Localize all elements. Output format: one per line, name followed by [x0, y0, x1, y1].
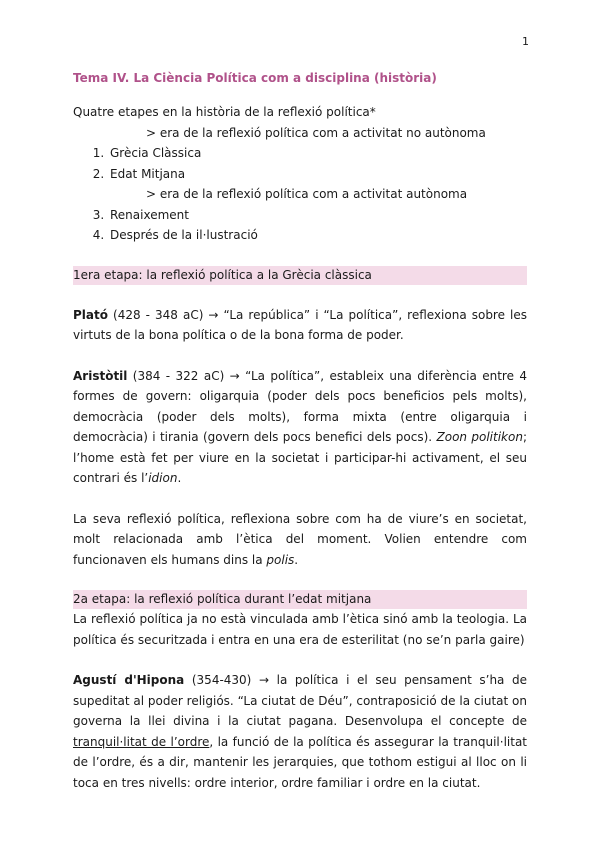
intro-sub-autonomous: > era de la reflexió política com a activitat autònoma: [146, 187, 468, 201]
plato-name: Plató: [73, 307, 108, 322]
document-title: Tema IV. La Ciència Política com a disciplina (història): [73, 71, 437, 85]
stages-list-a: [73, 143, 527, 184]
paragraph-plato: [73, 305, 527, 346]
aristotil-name: Aristòtil: [73, 368, 128, 383]
idion: idion: [148, 471, 178, 485]
tranquillitat-ordre: tranquil·litat de l’ordre: [73, 734, 210, 749]
page-number: 1: [522, 35, 529, 48]
paragraph-aristotil: [73, 366, 527, 489]
agusti-text: , la funció de la política és assegurar la tranquil·litat de l’ordre, és a dir, mantenir les jerarquies, que tothom estigui al lloc on li toca en tres nivells: ordre interior, ordre familiar i ordre en la ciutat.: [73, 734, 527, 790]
summary-end: .: [294, 552, 299, 567]
section-heading-1: 1era etapa: la reflexió política a la Grècia clàssica: [73, 266, 527, 285]
aristotil-text: ; l’home està fet per viure en la societat i participar-hi activament, el seu contrari és l’: [73, 430, 528, 485]
list-item: 2. Edat Mitjana: [108, 164, 527, 185]
document-body: [73, 66, 527, 793]
paragraph-agusti: [73, 670, 527, 793]
aristotil-text: .: [177, 471, 182, 485]
agusti-name: Agustí d'Hipona: [73, 673, 185, 687]
intro-lead: Quatre etapes en la història de la reflexió política*: [73, 105, 376, 119]
list-item: 4. Després de la il·lustració: [108, 225, 527, 246]
plato-text: (428 - 348 aC) → “La república” i “La política”, reflexiona sobre les virtuts de la bona política o de la bona forma de poder.: [73, 307, 527, 342]
agusti-text: (354-430) → la política i el seu pensament s’ha de supeditat al poder religiós. “La ciutat de Déu”, contraposició de la ciutat on governa la llei divina i la ciutat pagana. Desenvolupa el concepte de: [73, 673, 527, 728]
intro-sub-nonautonomous: > era de la reflexió política com a activitat no autònoma: [146, 125, 486, 140]
list-item: 3. Renaixement: [108, 205, 527, 226]
zoon-politikon: Zoon politikon: [436, 430, 523, 444]
summary-text: La seva reflexió política, reflexiona sobre com ha de viure’s en societat, molt relacionada amb l’ètica del moment. Volien entendre com funcionaven els humans dins la: [73, 511, 527, 567]
polis: polis: [266, 552, 295, 567]
paragraph-summary: [73, 509, 527, 571]
paragraph-medieval-intro: La reflexió política ja no està vinculada amb l’ètica sinó amb la teologia. La política és securitzada i entra en una era de esterilitat (no se’n parla gaire): [73, 612, 527, 647]
stages-list-b: [73, 205, 527, 246]
aristotil-text: (384 - 322 aC) → “La política”, estableix una diferència entre 4 formes de govern: oligarquia (poder dels pocs beneficios pels molts), democràcia (poder dels molts), forma mixta (entre oligarquia i democràcia) i tirania (govern dels pocs benefici dels pocs).: [73, 368, 527, 444]
section-heading-2: 2a etapa: la reflexió política durant l’edat mitjana: [73, 590, 527, 609]
list-item: 1. Grècia Clàssica: [108, 143, 527, 164]
